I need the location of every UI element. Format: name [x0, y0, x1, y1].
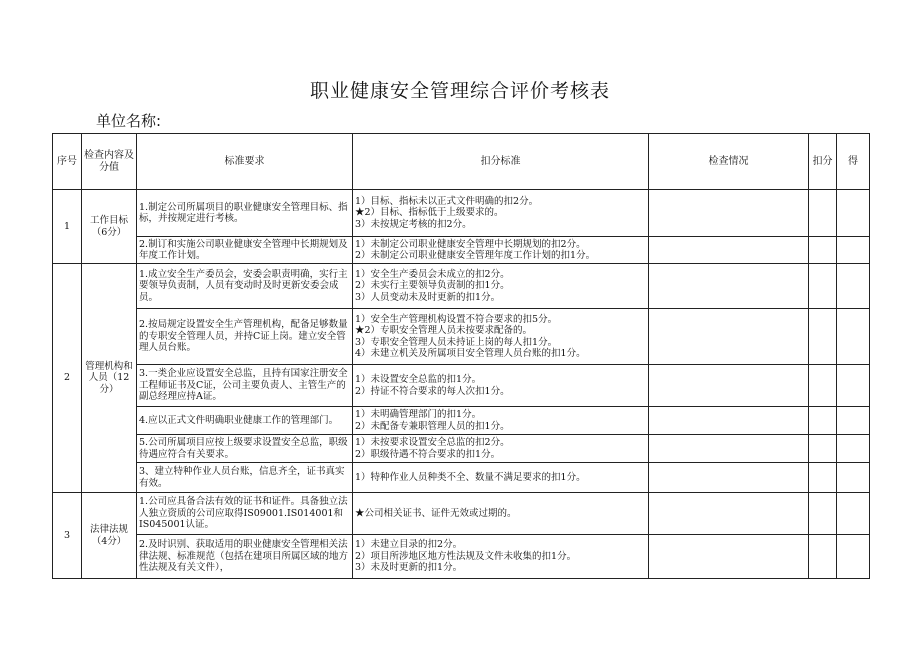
score-cell	[837, 463, 870, 493]
deduction-line: 2）未配备专兼职管理人员的扣1分。	[355, 420, 510, 432]
score-cell	[837, 190, 870, 237]
check-cell	[649, 309, 809, 365]
deduction-line: 1）未按要求设置安全总监的扣2分。	[355, 437, 510, 448]
header-deduction: 扣分标准	[353, 134, 649, 190]
item-cell: 管理机构和人员（12分）	[82, 264, 137, 493]
deduction-line: 1）目标、指标未以正式文件明确的扣2分。	[355, 195, 539, 207]
standard-cell: 2.及时识别、获取适用的职业健康安全管理相关法律法规、标准规范（包括在建项目所属区域的地方性法规及有关文件），	[137, 535, 353, 579]
score-cell	[837, 237, 870, 264]
check-cell	[649, 365, 809, 407]
seq-cell: 3	[53, 493, 82, 579]
deduct-cell	[809, 463, 837, 493]
score-cell	[837, 493, 870, 535]
deduction-cell	[353, 264, 649, 309]
item-cell: 法律法规（4分）	[82, 493, 137, 579]
table-row	[53, 407, 870, 435]
deduct-cell	[809, 493, 837, 535]
unit-name-label: 单位名称:	[96, 112, 162, 130]
deduction-line: ★公司相关证书、证件无效或过期的。	[355, 507, 517, 519]
header-seq: 序号	[53, 134, 82, 190]
deduct-cell	[809, 237, 837, 264]
check-cell	[649, 535, 809, 579]
deduction-cell	[353, 407, 649, 435]
deduction-cell	[353, 237, 649, 264]
deduction-cell	[353, 190, 649, 237]
deduction-line: 1）未制定公司职业健康安全管理中长期规划的扣2分。	[355, 238, 586, 250]
standard-cell: 1.制定公司所属项目的职业健康安全管理目标、指标，并按规定进行考核。	[137, 190, 353, 237]
table-row	[53, 237, 870, 264]
deduction-cell	[353, 435, 649, 463]
header-deduct: 扣分	[809, 134, 837, 190]
deduct-cell	[809, 264, 837, 309]
table-row	[53, 435, 870, 463]
deduction-line: 1）未明确管理部门的扣1分。	[355, 409, 482, 420]
deduct-cell	[809, 435, 837, 463]
deduct-cell	[809, 365, 837, 407]
table-row	[53, 264, 870, 309]
deduction-line: 2）持证不符合要求的每人次扣1分。	[355, 385, 510, 397]
check-cell	[649, 237, 809, 264]
deduction-line: 4）未建立机关及所属项目安全管理人员台账的扣1分。	[355, 348, 586, 359]
deduction-line: 3）未及时更新的扣1分。	[355, 562, 463, 574]
standard-cell: 3.一类企业应设置安全总监，且持有国家注册安全工程师证书及C证，公司主要负责人、主管生产的副总经理应持A证。	[137, 365, 353, 407]
deduction-line: 1）未建立目录的扣2分。	[355, 539, 463, 551]
seq-cell: 2	[53, 264, 82, 493]
score-cell	[837, 535, 870, 579]
seq-cell: 1	[53, 190, 82, 264]
check-cell	[649, 407, 809, 435]
standard-cell: 4.应以正式文件明确职业健康工作的管理部门。	[137, 407, 353, 435]
deduct-cell	[809, 309, 837, 365]
score-cell	[837, 309, 870, 365]
page-title: 职业健康安全管理综合评价考核表	[309, 80, 610, 102]
check-cell	[649, 264, 809, 309]
deduction-line: 1）安全生产管理机构设置不符合要求的扣5分。	[355, 313, 558, 325]
item-cell: 工作目标（6分）	[82, 190, 137, 264]
header-score: 得	[837, 134, 870, 190]
standard-cell: 1.公司应具备合法有效的证书和证件。具备独立法人独立资质的公司应取得IS09001.IS014001和IS045001认证。	[137, 493, 353, 535]
score-cell	[837, 407, 870, 435]
deduction-cell	[353, 493, 649, 535]
table-row	[53, 309, 870, 365]
deduction-line: 1）安全生产委员会未成立的扣2分。	[355, 268, 510, 280]
score-cell	[837, 264, 870, 309]
check-cell	[649, 435, 809, 463]
deduction-line: 2）职级待遇不符合要求的扣1分。	[355, 448, 501, 460]
standard-cell: 3、建立特种作业人员台账，信息齐全，证书真实有效。	[137, 463, 353, 493]
standard-cell: 2.按局规定设置安全生产管理机构，配备足够数量的专职安全管理人员，并持C证上岗。建立安全管理人员台账。	[137, 309, 353, 365]
deduction-line: 3）未按规定考核的扣2分。	[355, 218, 472, 230]
check-cell	[649, 463, 809, 493]
score-cell	[837, 365, 870, 407]
standard-cell: 2.制订和实施公司职业健康安全管理中长期规划及年度工作计划。	[137, 237, 353, 264]
header-check: 检查情况	[649, 134, 809, 190]
deduction-line: 2）项目所涉地区地方性法规及文件未收集的扣1分。	[355, 550, 577, 562]
table-row	[53, 365, 870, 407]
deduction-cell	[353, 365, 649, 407]
standard-cell: 1.成立安全生产委员会，安委会职责明确，实行主要领导负责制，人员有变动时及时更新安委会成员。	[137, 264, 353, 309]
table-row	[53, 463, 870, 493]
table-row	[53, 493, 870, 535]
deduction-line: 2）未实行主要领导负责制的扣1分。	[355, 280, 510, 292]
deduction-line: 3）专职安全管理人员未持证上岗的每人扣1分。	[355, 336, 558, 348]
check-cell	[649, 493, 809, 535]
header-item: 检查内容及分值	[82, 134, 137, 190]
check-cell	[649, 190, 809, 237]
deduction-line: 1）未设置安全总监的扣1分。	[355, 374, 482, 385]
deduction-line: 2）未制定公司职业健康安全管理年度工作计划的扣1分。	[355, 250, 596, 261]
deduction-line: ★2）专职安全管理人员未按要求配备的。	[355, 325, 533, 336]
standard-cell: 5.公司所属项目应按上级要求设置安全总监，职级待遇应符合有关要求。	[137, 435, 353, 463]
deduction-cell	[353, 463, 649, 493]
header-row	[53, 134, 870, 190]
evaluation-table	[52, 133, 870, 579]
score-cell	[837, 435, 870, 463]
deduct-cell	[809, 190, 837, 237]
deduction-line: 1）特种作业人员种类不全、数量不满足要求的扣1分。	[355, 471, 586, 483]
deduction-cell	[353, 309, 649, 365]
deduction-cell	[353, 535, 649, 579]
deduction-line: ★2）目标、指标低于上级要求的。	[355, 207, 504, 219]
table-row	[53, 190, 870, 237]
table-row	[53, 535, 870, 579]
header-standard: 标准要求	[137, 134, 353, 190]
deduct-cell	[809, 535, 837, 579]
deduction-line: 3）人员变动未及时更新的扣1分。	[355, 291, 501, 303]
deduct-cell	[809, 407, 837, 435]
